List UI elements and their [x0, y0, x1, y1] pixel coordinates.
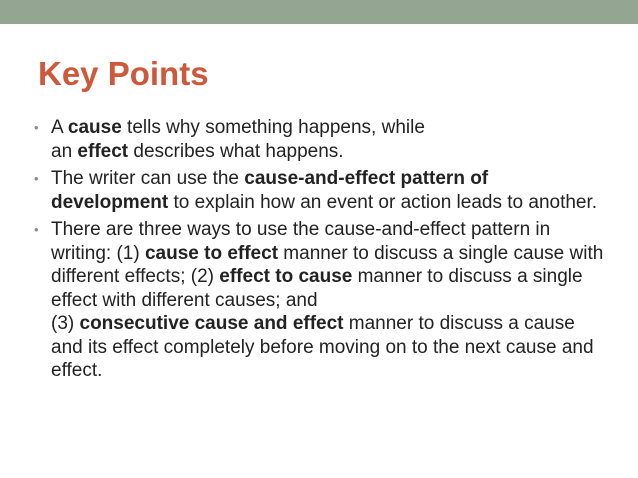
bullet-item	[34, 167, 609, 214]
bullet-dot-icon: •	[34, 171, 39, 186]
bullet-item	[34, 218, 609, 383]
text-segment: manner to discuss a cause and its effect completely before moving on to the next cause and effect.	[51, 313, 594, 381]
bullet-dot-icon: •	[34, 120, 39, 135]
bullet-list	[34, 116, 609, 387]
text-segment: describes what happens.	[128, 140, 344, 162]
top-accent-bar	[0, 0, 638, 24]
text-segment: to explain how an event or action leads to another.	[168, 191, 598, 213]
bullet-text	[51, 219, 603, 381]
bold-term: cause-and-effect pattern of development	[51, 168, 489, 213]
bullet-dot-icon: •	[34, 222, 39, 237]
bold-term: cause to effect	[144, 242, 279, 264]
bullet-text	[51, 168, 597, 213]
text-segment: manner to discuss a single effect with different causes; and (3)	[51, 266, 583, 334]
slide-title: Key Points	[38, 55, 209, 92]
bold-term: effect	[77, 140, 129, 162]
text-segment: There are three ways to use the cause-and-effect pattern in writing: (1)	[51, 219, 551, 264]
bold-term: consecutive cause and effect	[79, 313, 344, 334]
bullet-text	[51, 117, 425, 162]
text-segment: manner to discuss a single cause with different effects; (2)	[51, 242, 604, 287]
text-segment: The writer can use the	[51, 168, 245, 189]
text-segment: tells why something happens, while an	[51, 117, 425, 162]
bold-term: effect to cause	[219, 266, 353, 287]
text-segment: A	[51, 117, 68, 138]
bold-term: cause	[67, 117, 122, 138]
bullet-item	[34, 116, 609, 163]
